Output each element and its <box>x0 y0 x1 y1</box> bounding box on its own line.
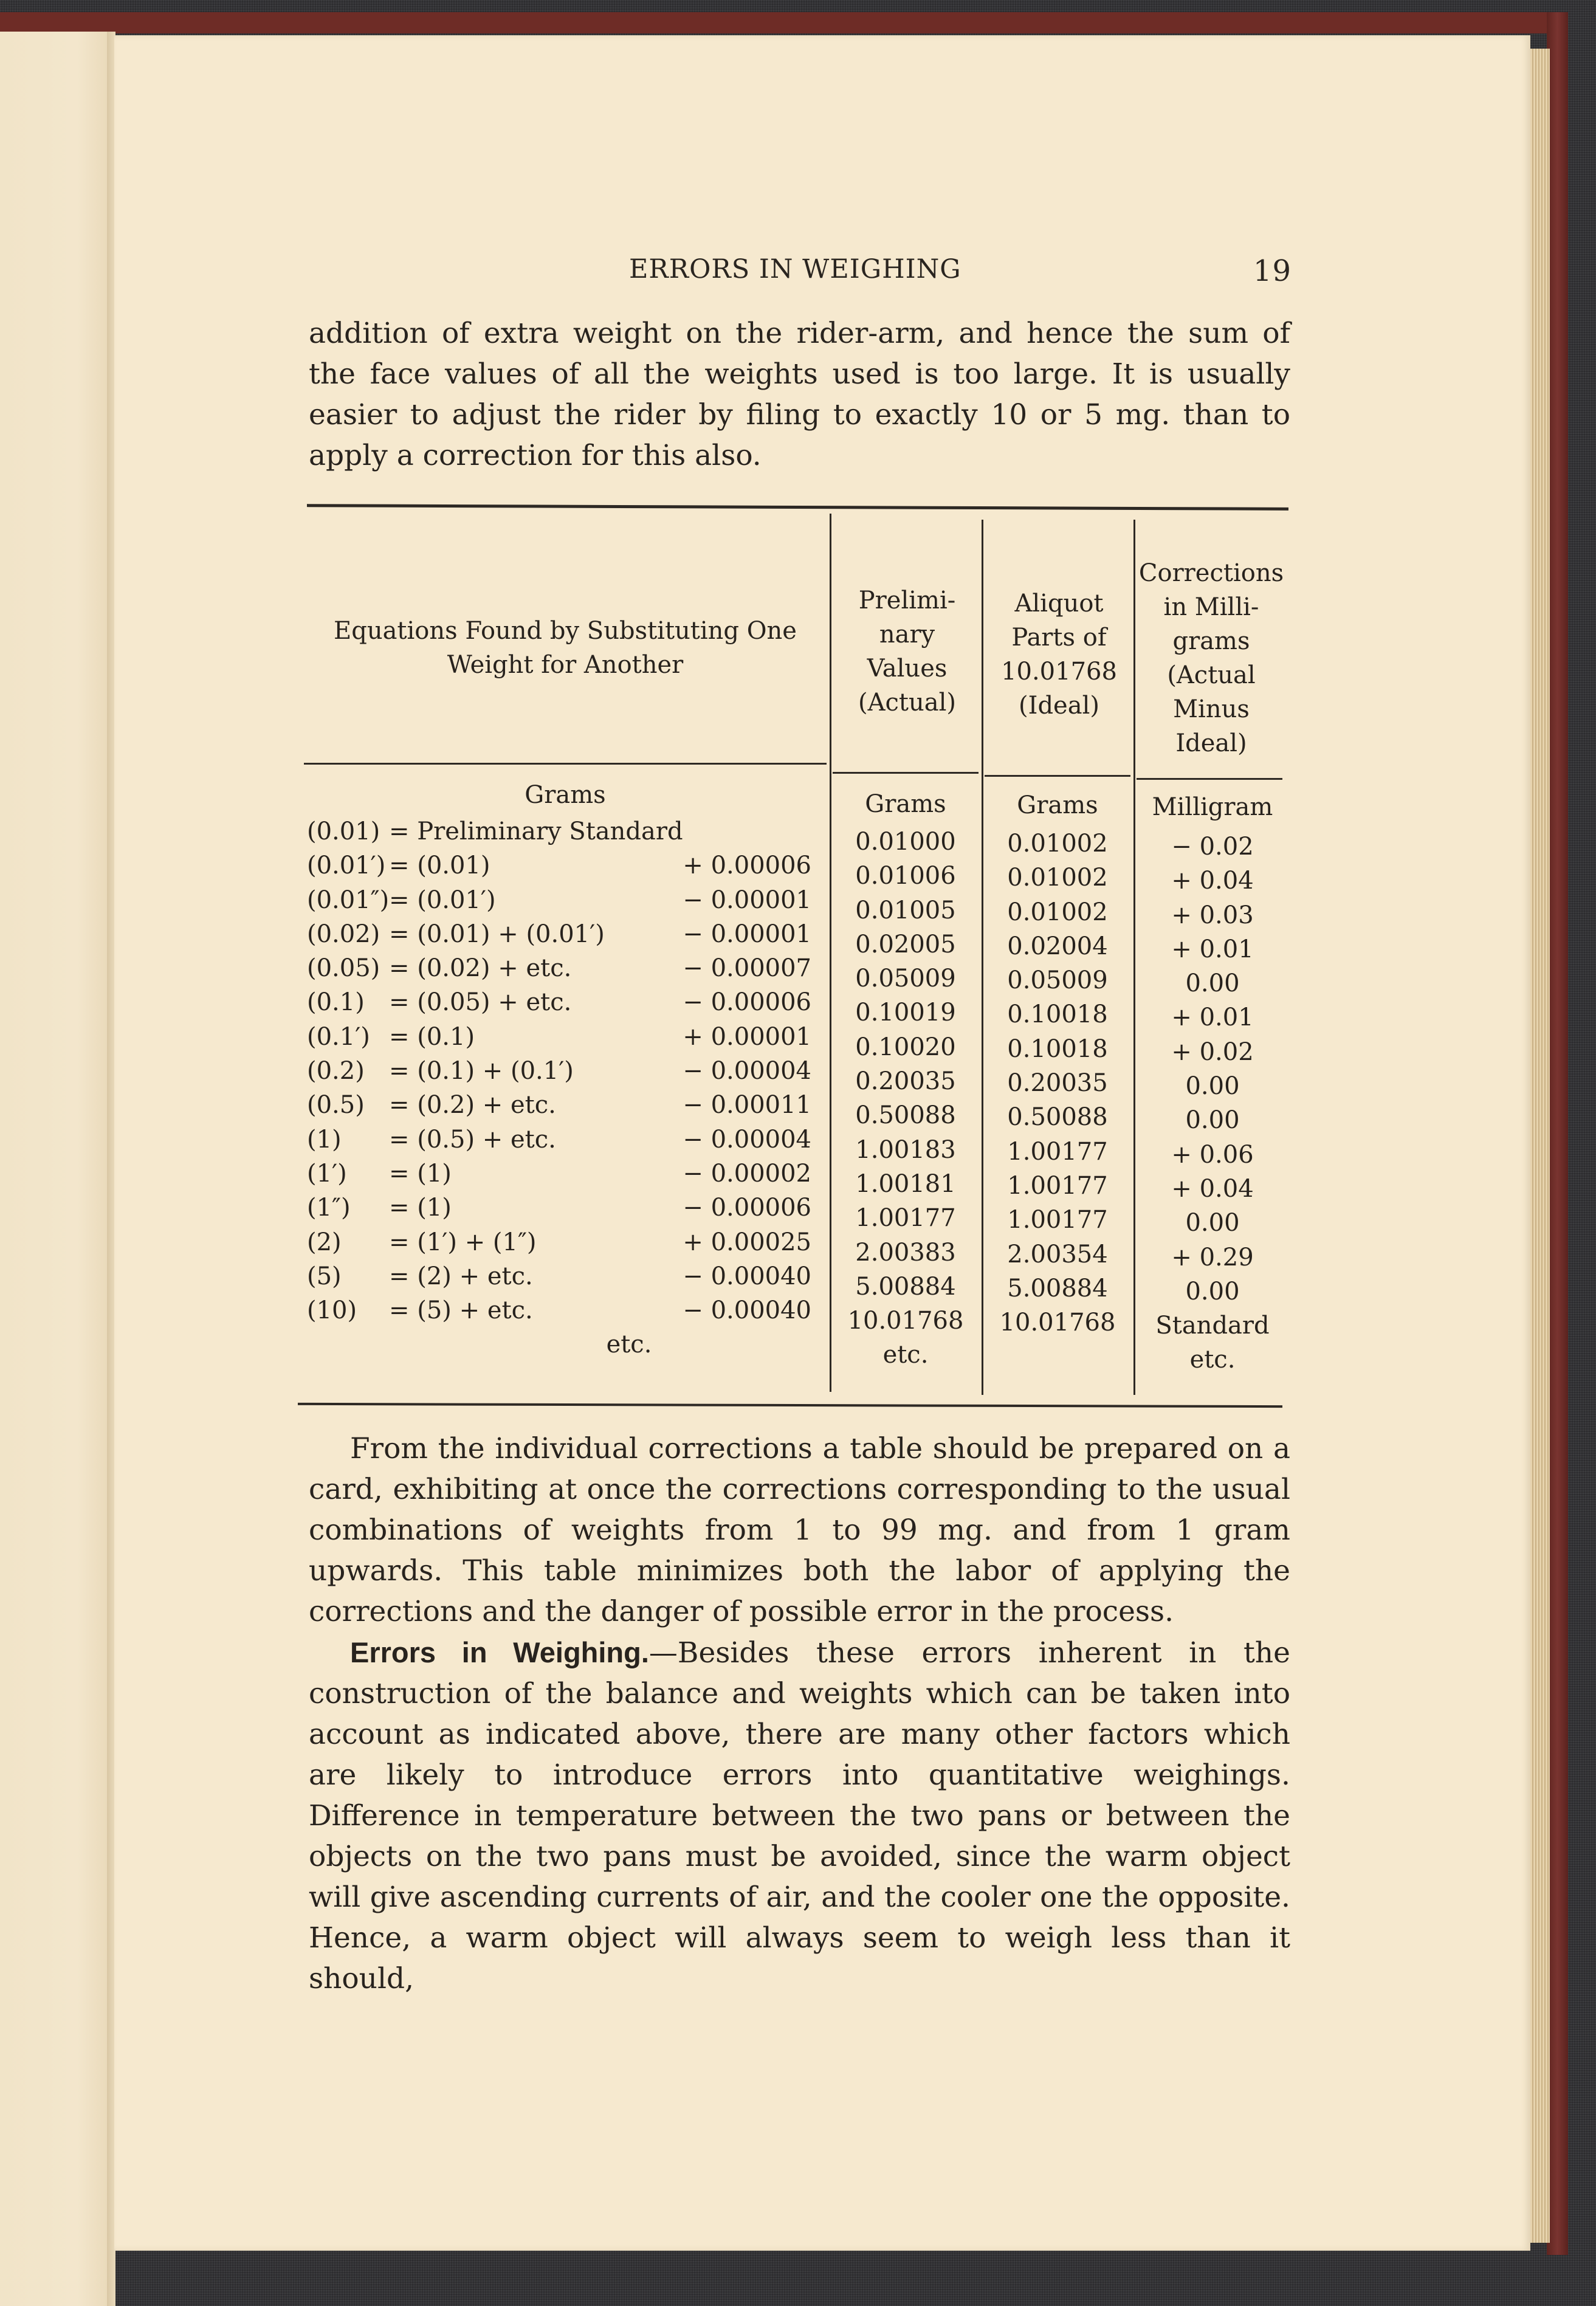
table-trailer: etc. <box>882 1341 929 1369</box>
table-cell: 0.01002 <box>1007 830 1108 858</box>
aliquot-parts-column <box>985 827 1130 1374</box>
table-cell: + 0.04 <box>1171 1174 1254 1203</box>
table-row: (0.01″) = (0.01′) − 0.00001 <box>307 886 811 914</box>
table-cell: 1.00177 <box>1007 1137 1108 1166</box>
table-row: (1) = (0.5) + etc. − 0.00004 <box>307 1125 811 1154</box>
header-equations: Equations Found by Substituting One Weight for Another <box>334 617 797 679</box>
table-row: (0.02) = (0.01) + (0.01′) − 0.00001 <box>307 920 811 948</box>
table-cell: 0.00 <box>1185 1106 1240 1135</box>
table-row: (0.05) = (0.02) + etc. − 0.00007 <box>307 954 811 983</box>
table-trailer <box>985 1340 1130 1374</box>
table-cell: 0.10019 <box>855 999 956 1027</box>
table-cell: 0.20035 <box>855 1067 956 1096</box>
table-cell: 0.01005 <box>855 896 956 924</box>
table-cell: 0.05009 <box>1007 966 1108 995</box>
table-cell: 1.00177 <box>1007 1206 1108 1234</box>
table-cell: + 0.01 <box>1171 935 1254 963</box>
table-cell: 1.00183 <box>855 1135 956 1164</box>
paragraph-errors-in-weighing <box>309 1632 1290 1999</box>
column-divider <box>982 520 983 1395</box>
running-head <box>307 254 1292 291</box>
column-divider <box>830 514 831 1392</box>
table-row: (0.1) = (0.05) + etc. − 0.00006 <box>307 988 811 1017</box>
table-cell: 0.02005 <box>855 930 956 959</box>
unit-aliquot: Grams <box>1017 791 1098 819</box>
table-cell: 0.00 <box>1185 1209 1240 1237</box>
table-cell: 1.00181 <box>855 1169 956 1198</box>
table-cell: 0.05009 <box>855 965 956 993</box>
table-cell: 0.20035 <box>1007 1069 1108 1098</box>
table-cell: 0.50088 <box>1007 1103 1108 1132</box>
table-cell: 2.00354 <box>1007 1240 1108 1268</box>
equations-column <box>307 814 811 1362</box>
section-heading-errors-in-weighing: Errors in Weighing. <box>350 1636 649 1668</box>
table-cell: 0.50088 <box>855 1101 956 1130</box>
table-row: (2) = (1′) + (1″) + 0.00025 <box>307 1228 811 1256</box>
table-cell: 0.10020 <box>855 1033 956 1061</box>
paragraph-correction-card: From the individual corrections a table should be prepared on a card, exhibiting at once the corrections corresponding to the usual combinations of weights from 1 to 99 mg. and from 1 gram upwards. This table minimizes both the labor of applying the corrections and the danger of possible error in the process. <box>309 1432 1290 1628</box>
table-cell: + 0.01 <box>1171 1003 1254 1032</box>
book-cover-top-edge <box>0 12 1568 33</box>
table-cell: 0.00 <box>1185 1072 1240 1101</box>
table-row: (0.5) = (0.2) + etc. − 0.00011 <box>307 1091 811 1120</box>
table-trailer: etc. <box>1189 1346 1236 1374</box>
table-cell: 1.00177 <box>855 1204 956 1233</box>
table-row: (5) = (2) + etc. − 0.00040 <box>307 1262 811 1290</box>
chapter-title: ERRORS IN WEIGHING <box>629 254 961 284</box>
header-rule <box>985 775 1130 777</box>
table-cell: 5.00884 <box>855 1272 956 1301</box>
table-cell: 0.10018 <box>1007 1000 1108 1029</box>
table-cell: 2.00383 <box>855 1238 956 1267</box>
table-row: (0.1′) = (0.1) + 0.00001 <box>307 1022 811 1051</box>
table-cell: 0.01002 <box>1007 898 1108 926</box>
table-cell: + 0.06 <box>1171 1140 1254 1169</box>
table-cell: + 0.04 <box>1171 867 1254 895</box>
header-preliminary-values: Prelimi- nary Values (Actual) <box>858 587 956 717</box>
table-cell: 0.01002 <box>1007 864 1108 892</box>
unit-equations: Grams <box>525 781 606 809</box>
facing-page-left <box>0 32 111 2306</box>
header-rule <box>833 772 979 774</box>
unit-preliminary: Grams <box>865 790 946 818</box>
table-cell: 0.01000 <box>855 828 956 856</box>
table-cell: + 0.02 <box>1171 1038 1254 1066</box>
table-row: (1″) = (1) − 0.00006 <box>307 1194 811 1222</box>
table-cell: 5.00884 <box>1007 1274 1108 1303</box>
corrections-column <box>1137 830 1288 1377</box>
paragraph-rider-arm: addition of extra weight on the rider-arm, and hence the sum of the face values of all the weights used is too large. It is usually easier to adjust the rider by filing to exactly 10 or 5 mg. than to apply a correction for this also. <box>309 317 1290 472</box>
page-number: 19 <box>1253 254 1292 288</box>
table-row: (0.01′) = (0.01) + 0.00006 <box>307 852 811 880</box>
table-trailer: etc. <box>606 1330 652 1359</box>
header-rule <box>1137 778 1282 780</box>
table-cell: − 0.02 <box>1171 833 1254 861</box>
table-cell: + 0.03 <box>1171 901 1254 929</box>
header-rule <box>304 763 827 765</box>
table-cell: 1.00177 <box>1007 1171 1108 1200</box>
weights-correction-table <box>304 511 1288 1404</box>
table-row: (10) = (5) + etc. − 0.00040 <box>307 1296 811 1325</box>
table-row: (1′) = (1) − 0.00002 <box>307 1159 811 1188</box>
header-aliquot-parts: Aliquot Parts of 10.01768 (Ideal) <box>1001 590 1117 720</box>
table-cell: 0.02004 <box>1007 932 1108 960</box>
table-cell: Standard <box>1155 1312 1270 1340</box>
table-cell: 10.01768 <box>999 1309 1116 1337</box>
table-row: (0.01) = Preliminary Standard <box>307 817 683 845</box>
table-cell: 10.01768 <box>847 1307 964 1335</box>
unit-corrections: Milligram <box>1152 793 1273 821</box>
table-cell: + 0.29 <box>1171 1243 1254 1272</box>
table-cell: 0.00 <box>1185 969 1240 998</box>
table-row: (0.2) = (0.1) + (0.1′) − 0.00004 <box>307 1057 811 1086</box>
preliminary-values-column <box>833 825 979 1372</box>
paragraph-body: —Besides these errors inherent in the construction of the balance and weights which can be taken into account as indicated above, there are many other factors which are likely to introduce errors into quantitative weighings. Difference in temperature between the two pans or between the objects on the two pans must be avoided, since the warm object will give ascending currents of air, and the cooler one the opposite. Hence, a warm object will always seem to weigh less than it should, <box>309 1636 1290 1995</box>
page-edges <box>1530 49 1550 2243</box>
table-cell: 0.00 <box>1185 1277 1240 1306</box>
book-cover-right-edge <box>1547 12 1568 2255</box>
table-cell: 0.01006 <box>855 862 956 890</box>
table-cell: 0.10018 <box>1007 1034 1108 1063</box>
header-corrections: Corrections in Milli- grams (Actual Minus Ideal) <box>1138 559 1284 757</box>
